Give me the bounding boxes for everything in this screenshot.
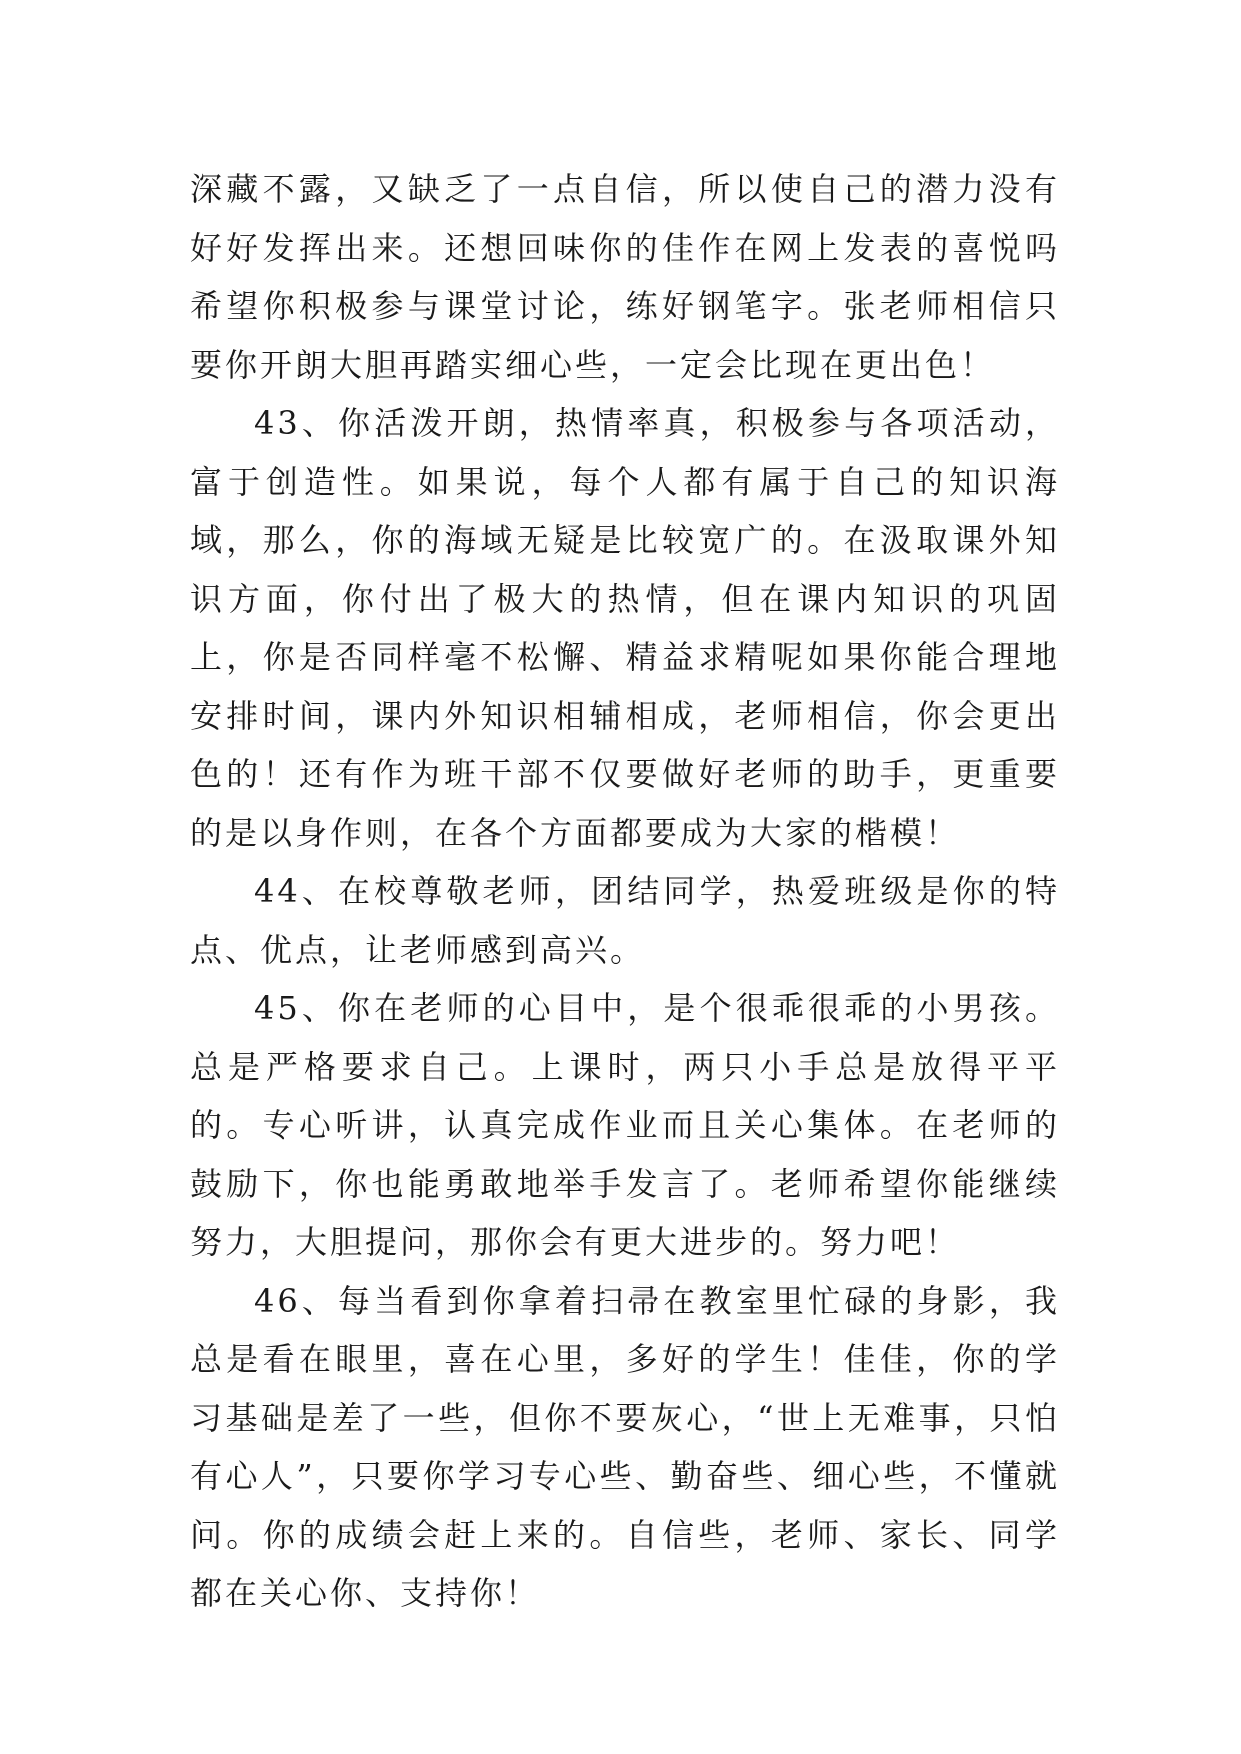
paragraph-43: 43、你活泼开朗，热情率真，积极参与各项活动，富于创造性。如果说，每个人都有属于自己的知识海域，那么，你的海域无疑是比较宽广的。在汲取课外知识方面，你付出了极大的热情，但在课内知识的巩固上，你是否同样毫不松懈、精益求精呢如果你能合理地安排时间，课内外知识相辅相成，老师相信，你会更出色的！还有作为班干部不仅要做好老师的助手，更重要的是以身作则，在各个方面都要成为大家的楷模！ bbox=[190, 404, 1060, 852]
paragraph-44: 44、在校尊敬老师，团结同学，热爱班级是你的特点、优点，让老师感到高兴。 bbox=[190, 872, 1060, 969]
paragraph-45: 45、你在老师的心目中，是个很乖很乖的小男孩。总是严格要求自己。上课时，两只小手总是放得平平的。专心听讲，认真完成作业而且关心集体。在老师的鼓励下，你也能勇敢地举手发言了。老师希望你能继续努力，大胆提问，那你会有更大进步的。努力吧！ bbox=[190, 989, 1060, 1261]
document-body bbox=[190, 160, 1060, 1623]
paragraph-continuation: 深藏不露，又缺乏了一点自信，所以使自己的潜力没有好好发挥出来。还想回味你的佳作在网上发表的喜悦吗希望你积极参与课堂讨论，练好钢笔字。张老师相信只要你开朗大胆再踏实细心些，一定会比现在更出色！ bbox=[190, 170, 1060, 384]
paragraph-46: 46、每当看到你拿着扫帚在教室里忙碌的身影，我总是看在眼里，喜在心里，多好的学生！佳佳，你的学习基础是差了一些，但你不要灰心，“世上无难事，只怕有心人”，只要你学习专心些、勤奋些、细心些，不懂就问。你的成绩会赶上来的。自信些，老师、家长、同学都在关心你、支持你！ bbox=[190, 1281, 1060, 1612]
